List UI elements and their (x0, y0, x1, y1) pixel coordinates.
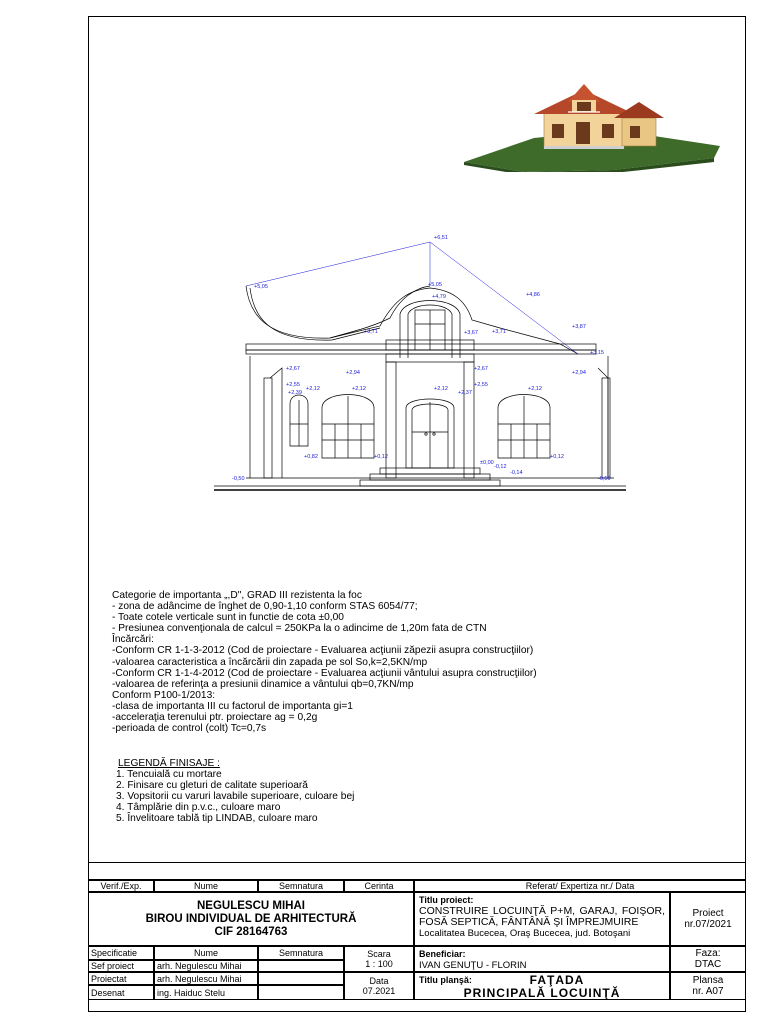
level-mark: +0,12 (374, 454, 388, 460)
level-mark: -0,50 (232, 476, 245, 482)
note-line: Categorie de importanta „,D", GRAD III rezistenta la foc (112, 590, 362, 601)
nume2-header: Nume (154, 946, 258, 960)
level-mark: +0,82 (304, 454, 318, 460)
note-line: - Presiunea convenţionala de calcul = 250KPa la o adincime de 1,20m fata de CTN (112, 623, 487, 635)
level-mark: +4,86 (526, 292, 540, 298)
plansa-title-cell (414, 972, 670, 1000)
legend-item: 1. Tencuială cu mortare (116, 769, 222, 781)
level-mark: +3,15 (590, 350, 604, 356)
cerinta-header: Cerinta (344, 880, 414, 892)
beneficiar-cell (414, 946, 670, 972)
note-line: - zona de adâncime de înghet de 0,90-1,10 conform STAS 6054/77; (112, 601, 418, 613)
sef-proiect-name: arh. Negulescu Mihai (154, 960, 258, 972)
note-line: - Toate cotele verticale sunt in functie de cota ±0,00 (112, 612, 344, 624)
scara-label: Scara (367, 949, 391, 959)
note-line: -acceleraţia terenului ptr. proiectare ag = 0,2g (112, 712, 318, 724)
scale-cell (344, 946, 414, 972)
level-annotations (232, 235, 611, 482)
firm-name: NEGULESCU MIHAI (197, 899, 305, 912)
legend-title: LEGENDĂ FINISAJE : (118, 758, 220, 769)
level-mark: +2,39 (288, 390, 302, 396)
level-mark: +4,79 (432, 294, 446, 300)
verif-label: Verif./Exp. (88, 880, 154, 892)
scara-value: 1 : 100 (365, 959, 393, 969)
level-mark: +3,67 (464, 330, 478, 336)
note-line: -clasa de importanta III cu factorul de importanta gi=1 (112, 700, 353, 712)
level-mark: +3,87 (572, 324, 586, 330)
title-block-spacer (88, 862, 746, 880)
beneficiar-value: IVAN GENUŢU - FLORIN (419, 960, 527, 971)
plansa-number: nr. A07 (692, 986, 724, 997)
project-title: CONSTRUIRE LOCUINŢĂ P+M, GARAJ, FOIŞOR, FOSĂ SEPTICĂ, FÂNTÂNĂ ŞI ÎMPREJMUIRE (419, 905, 665, 928)
semnatura2-header: Semnatura (258, 946, 344, 960)
semnatura-header: Semnatura (258, 880, 344, 892)
firm-cif: CIF 28164763 (214, 925, 288, 938)
legend-item: 3. Vopsitorii cu varuri lavabile superioare, culoare bej (116, 791, 355, 803)
proiectat-name: arh. Negulescu Mihai (154, 972, 258, 985)
plansa-label: Plansa (692, 975, 724, 986)
note-line: -valoarea caracteristica a încărcării din zapada pe sol So,k=2,5KN/mp (112, 656, 428, 668)
level-mark: +2,12 (528, 386, 542, 392)
desenat-label: Desenat (88, 985, 154, 1000)
level-mark: +2,12 (306, 386, 320, 392)
firm-block (88, 892, 414, 946)
legend-item: 5. Învelitoare tablă tip LINDAB, culoare maro (116, 813, 318, 825)
sef-proiect-label: Sef proiect (88, 960, 154, 972)
level-mark: +2,67 (286, 366, 300, 372)
project-location: Localitatea Bucecea, Oraş Bucecea, jud. Botoşani (419, 928, 631, 939)
level-mark: +2,37 (458, 390, 472, 396)
proiectat-label: Proiectat (88, 972, 154, 985)
level-mark: +2,55 (286, 382, 300, 388)
specificatie-label: Specificatie (88, 946, 154, 960)
desenat-signature (258, 985, 344, 1000)
faza-cell (670, 946, 746, 972)
beneficiar-label: Beneficiar: (419, 949, 466, 959)
desenat-name: ing. Haiduc Stelu (154, 985, 258, 1000)
faza-label: Faza: (695, 948, 721, 959)
level-mark: +2,12 (352, 386, 366, 392)
plansa-title-label: Titlu planşă: (419, 975, 472, 985)
finish-legend (116, 758, 516, 825)
level-mark: +3,71 (492, 329, 506, 335)
nume-header: Nume (154, 880, 258, 892)
proiect-label: Proiect (692, 908, 724, 919)
level-mark: +6,51 (434, 235, 448, 241)
note-line: -perioada de control (colt) Tc=0,7s (112, 723, 267, 735)
faza-value: DTAC (694, 959, 722, 970)
level-mark: ±0,00 (480, 460, 494, 466)
sef-signature (258, 960, 344, 972)
date-cell (344, 972, 414, 1000)
proiect-number: nr.07/2021 (684, 919, 732, 930)
referat-header: Referat/ Expertiza nr./ Data (414, 880, 746, 892)
note-line: Încărcări: (112, 634, 154, 646)
note-line: -valoarea de referinţa a presiunii dinamice a vântului qb=0,7KN/mp (112, 678, 414, 690)
level-mark: +5,05 (254, 284, 268, 290)
plansa-number-cell (670, 972, 746, 1000)
data-label: Data (369, 976, 389, 986)
level-mark: -0,50 (598, 476, 611, 482)
level-mark: -0,14 (510, 470, 523, 476)
level-mark: +2,12 (434, 386, 448, 392)
level-mark: +2,94 (572, 370, 586, 376)
general-notes (112, 590, 732, 734)
house-3d-render (464, 80, 720, 172)
level-mark: +0,12 (550, 454, 564, 460)
title-block (88, 862, 746, 1012)
legend-item: 2. Finisare cu gleturi de calitate superioară (116, 780, 308, 792)
level-mark: +2,55 (474, 382, 488, 388)
project-number-cell (670, 892, 746, 946)
plansa-title-line2: PRINCIPALĂ LOCUINŢĂ (463, 986, 621, 1000)
project-title-cell (414, 892, 670, 946)
legend-item: 4. Tâmplărie din p.v.c., culoare maro (116, 802, 281, 814)
level-mark: +2,67 (474, 366, 488, 372)
firm-office: BIROU INDIVIDUAL DE ARHITECTURĂ (145, 912, 357, 925)
plansa-title-line1: FAŢADA (529, 973, 585, 987)
proiectat-signature (258, 972, 344, 985)
level-mark: +5,05 (428, 282, 442, 288)
level-mark: -0,12 (494, 464, 507, 470)
level-mark: +2,94 (346, 370, 360, 376)
note-line: -Conform CR 1-1-3-2012 (Cod de proiectare - Evaluarea acţiunii zăpezii asupra construcţiilor) (112, 645, 534, 657)
level-mark: +3,71 (364, 329, 378, 335)
data-value: 07.2021 (362, 986, 396, 996)
main-facade-elevation (210, 228, 630, 498)
project-title-label: Titlu proiect: (419, 895, 474, 905)
note-line: Conform P100-1/2013: (112, 689, 216, 701)
note-line: -Conform CR 1-1-4-2012 (Cod de proiectare - Evaluarea acţiunii vântului asupra construcţiilor) (112, 667, 537, 679)
